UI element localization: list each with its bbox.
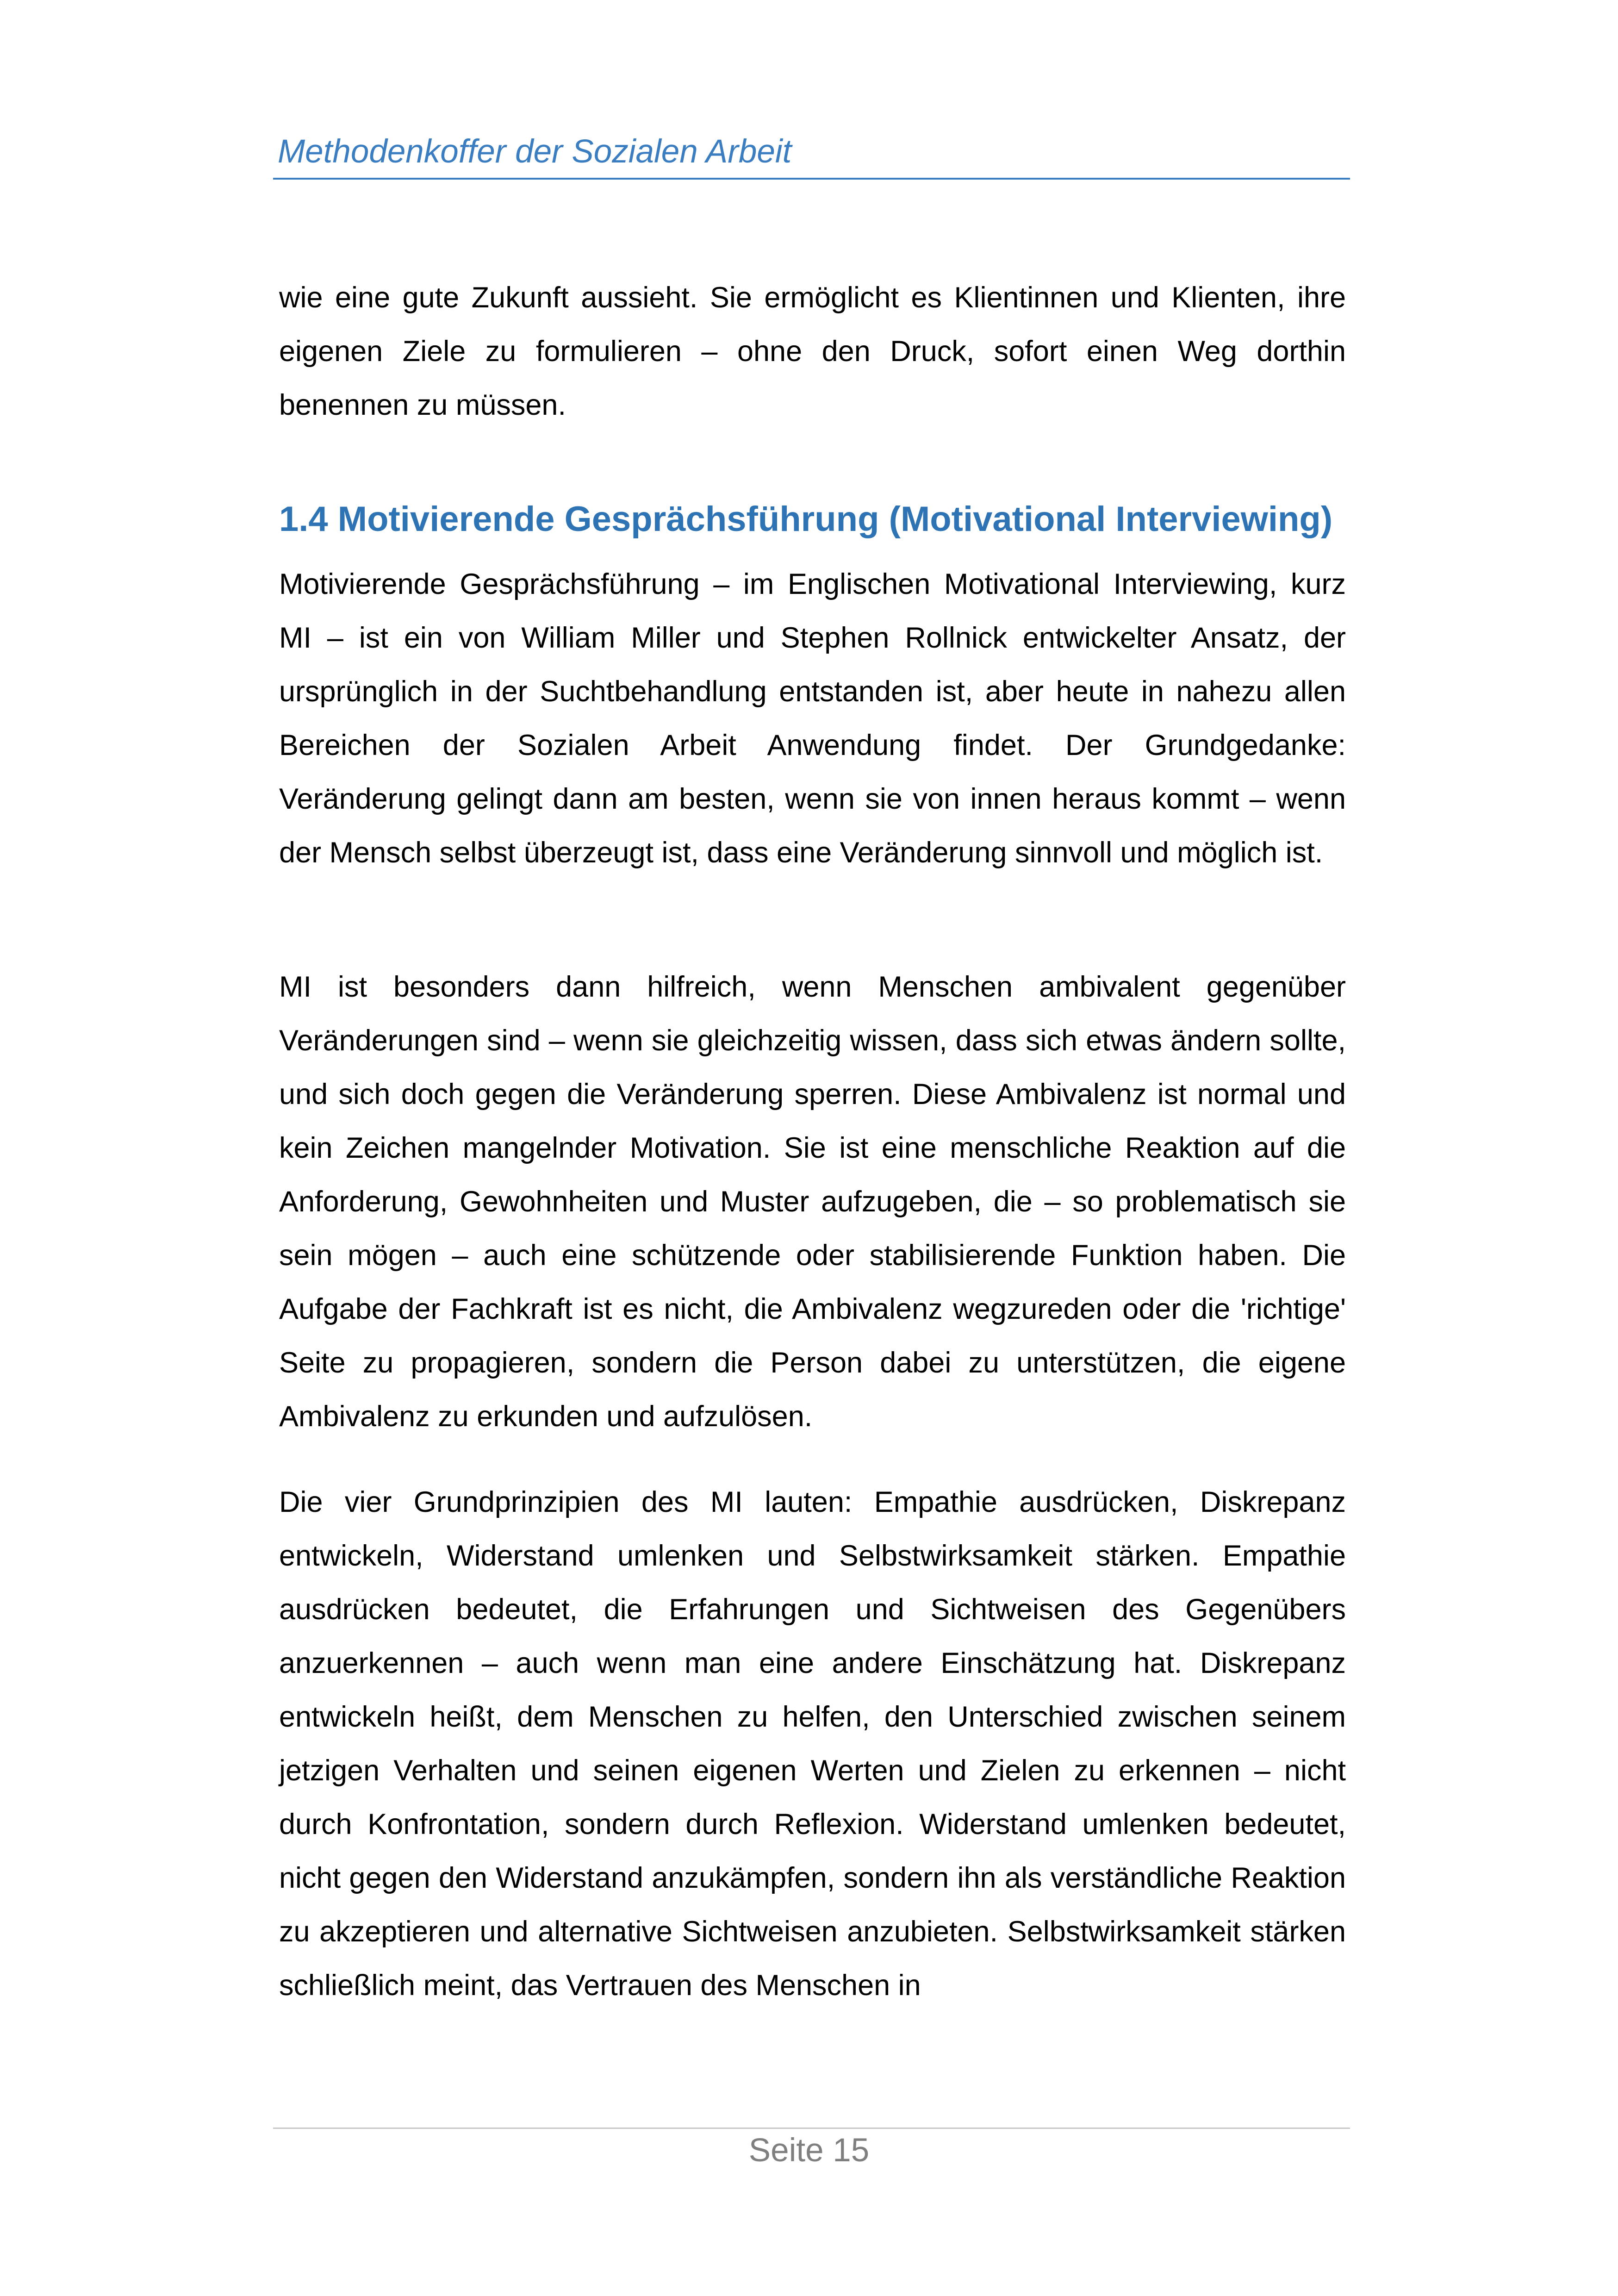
- body-paragraph: Motivierende Gesprächsführung – im Englischen Motivational Interviewing, kurz MI – ist ein von William Miller und Stephen Rollnick entwickelter Ansatz, der ursprünglich in der Suchtbehandlung entstanden ist, aber heute in nahezu allen Bereichen der Sozialen Arbeit Anwendung findet. Der Grundgedanke: Veränderung gelingt dann am besten, wenn sie von innen heraus kommt – wenn der Mensch selbst überzeugt ist, dass eine Veränderung sinnvoll und möglich ist.: [279, 568, 1346, 869]
- page-number: Seite 15: [748, 2132, 870, 2169]
- body-paragraph: MI ist besonders dann hilfreich, wenn Menschen ambivalent gegenüber Veränderungen sind – wenn sie gleichzeitig wissen, dass sich etwas ändern sollte, und sich doch gegen die Veränderung sperren. Diese Ambivalenz ist normal und kein Zeichen mangelnder Motivation. Sie ist eine menschliche Reaktion auf die Anforderung, Gewohnheiten und Muster aufzugeben, die – so problematisch sie sein mögen – auch eine schützende oder stabilisierende Funktion haben. Die Aufgabe der Fachkraft ist es nicht, die Ambivalenz wegzureden oder die 'richtige' Seite zu propagieren, sondern die Person dabei zu unterstützen, die eigene Ambivalenz zu erkunden und aufzulösen.: [279, 971, 1346, 1433]
- body-paragraph: wie eine gute Zukunft aussieht. Sie ermöglicht es Klientinnen und Klienten, ihre eigenen Ziele zu formulieren – ohne den Druck, sofort einen Weg dorthin benennen zu müssen.: [279, 281, 1346, 421]
- footer-divider: [273, 2128, 1350, 2129]
- body-paragraph: Die vier Grundprinzipien des MI lauten: Empathie ausdrücken, Diskrepanz entwickeln, Widerstand umlenken und Selbstwirksamkeit stärken. Empathie ausdrücken bedeutet, die Erfahrungen und Sichtweisen des Gegenübers anzuerkennen – auch wenn man eine andere Einschätzung hat. Diskrepanz entwickeln heißt, dem Menschen zu helfen, den Unterschied zwischen seinem jetzigen Verhalten und seinen eigenen Werten und Zielen zu erkennen – nicht durch Konfrontation, sondern durch Reflexion. Widerstand umlenken bedeutet, nicht gegen den Widerstand anzukämpfen, sondern ihn als verständliche Reaktion zu akzeptieren und alternative Sichtweisen anzubieten. Selbstwirksamkeit stärken schließlich meint, das Vertrauen des Menschen in: [279, 1486, 1346, 2002]
- section-heading: 1.4 Motivierende Gesprächsführung (Motivational Interviewing): [279, 499, 1333, 539]
- running-header-title: Methodenkoffer der Sozialen Arbeit: [278, 133, 792, 170]
- header-divider: [273, 178, 1350, 180]
